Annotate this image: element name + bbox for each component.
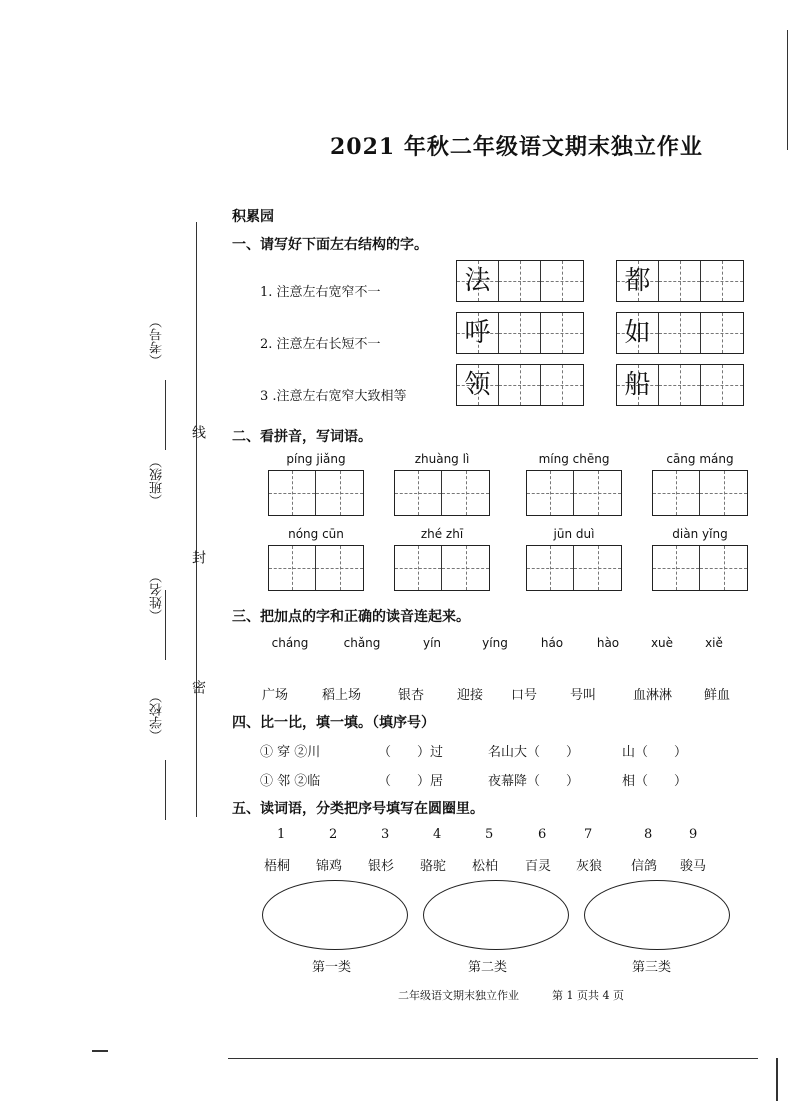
q4-row1-choices: ① 穿 ②川: [260, 745, 321, 760]
q2-pinyin: cāng máng: [666, 452, 734, 466]
q5-word: 灰狼: [576, 859, 603, 874]
q3-heading: 三、把加点的字和正确的读音连起来。: [232, 609, 470, 625]
q4-blank[interactable]: 名山大（ ）: [488, 745, 580, 760]
exam-number-label: （考号）: [150, 315, 165, 367]
q5-word: 骏马: [680, 859, 707, 874]
q5-word: 信鸽: [631, 859, 658, 874]
q3-word[interactable]: 血淋淋: [633, 688, 673, 703]
category-oval-1[interactable]: [262, 880, 408, 950]
q5-word: 梧桐: [264, 859, 291, 874]
q2-pinyin: zhuàng lì: [414, 452, 470, 466]
blank-line-class: [165, 380, 166, 450]
q5-number: 7: [584, 827, 593, 842]
q4-row2-choices: ① 邻 ②临: [260, 774, 321, 789]
q3-word[interactable]: 鲜血: [704, 688, 731, 703]
category-label-3: 第三类: [632, 960, 672, 975]
q2-pinyin: jūn duì: [553, 527, 595, 541]
q1-row1-label: 1. 注意左右宽窄不一: [260, 285, 381, 300]
q3-word[interactable]: 迎接: [457, 688, 484, 703]
seal-mark-feng: 封: [190, 550, 206, 564]
q2-answer-grid[interactable]: [652, 545, 748, 591]
model-char: 船: [624, 370, 651, 400]
q3-word[interactable]: 稻上场: [322, 688, 362, 703]
model-char: 领: [464, 370, 491, 400]
q5-number: 4: [433, 827, 442, 842]
name-label: （姓名）: [150, 570, 165, 622]
q2-answer-grid[interactable]: [526, 545, 622, 591]
q2-pinyin: nóng cūn: [288, 527, 344, 541]
q3-pinyin[interactable]: yíng: [482, 636, 508, 650]
page-edge-line: [776, 1058, 778, 1101]
q5-number: 9: [689, 827, 698, 842]
q3-pinyin[interactable]: xiě: [705, 636, 723, 650]
q5-number: 5: [485, 827, 494, 842]
q5-number: 3: [381, 827, 390, 842]
q1-row2-grid-b[interactable]: [616, 312, 744, 354]
q5-number: 6: [538, 827, 547, 842]
q4-blank[interactable]: （ ）过: [378, 745, 444, 760]
category-label-1: 第一类: [312, 960, 352, 975]
scan-mark: [92, 1050, 108, 1052]
class-label: （班级）: [150, 455, 165, 507]
q1-row3-grid-b[interactable]: [616, 364, 744, 406]
binding-line: [196, 222, 197, 817]
model-char: 呼: [464, 318, 491, 348]
q2-pinyin: píng jiǎng: [286, 452, 346, 466]
q4-blank[interactable]: 夜幕降（ ）: [488, 774, 580, 789]
q4-blank[interactable]: 山（ ）: [622, 745, 688, 760]
q1-row1-grid-b[interactable]: [616, 260, 744, 302]
q5-word: 锦鸡: [316, 859, 343, 874]
q4-blank[interactable]: （ ）居: [378, 774, 444, 789]
q3-word[interactable]: 银杏: [398, 688, 425, 703]
q3-word[interactable]: 口号: [511, 688, 538, 703]
q5-number: 8: [644, 827, 653, 842]
q3-pinyin[interactable]: háo: [540, 636, 564, 650]
school-label: （学校）: [150, 690, 165, 742]
footer-subject: 二年级语文期末独立作业: [398, 989, 519, 1002]
q2-answer-grid[interactable]: [268, 545, 364, 591]
q5-heading: 五、读词语，分类把序号填写在圆圈里。: [232, 801, 484, 817]
page-edge-line: [228, 1058, 758, 1059]
q5-word: 骆驼: [420, 859, 447, 874]
section-heading: 积累园: [232, 209, 274, 225]
seal-mark-xian: 线: [190, 425, 206, 439]
category-oval-2[interactable]: [423, 880, 569, 950]
q4-blank[interactable]: 相（ ）: [622, 774, 688, 789]
q1-row2-grid-a[interactable]: [456, 312, 584, 354]
q5-word: 银杉: [368, 859, 395, 874]
q1-heading: 一、请写好下面左右结构的字。: [232, 237, 428, 253]
q3-pinyin[interactable]: chǎng: [343, 636, 381, 650]
category-oval-3[interactable]: [584, 880, 730, 950]
model-char: 如: [624, 318, 651, 348]
q5-number: 2: [329, 827, 338, 842]
q1-row3-grid-a[interactable]: [456, 364, 584, 406]
page-edge-line: [787, 30, 788, 150]
page-title: 2021 年秋二年级语文期末独立作业: [330, 134, 703, 160]
blank-line-school: [165, 760, 166, 820]
footer-page-number: 第 1 页共 4 页: [552, 989, 624, 1002]
q2-answer-grid[interactable]: [394, 470, 490, 516]
q2-answer-grid[interactable]: [526, 470, 622, 516]
q4-heading: 四、比一比，填一填。（填序号）: [232, 715, 435, 731]
q5-number: 1: [277, 827, 286, 842]
q2-pinyin: míng chēng: [538, 452, 610, 466]
q2-answer-grid[interactable]: [394, 545, 490, 591]
q1-row1-grid-a[interactable]: [456, 260, 584, 302]
category-label-2: 第二类: [468, 960, 508, 975]
q2-pinyin: zhé zhī: [420, 527, 464, 541]
model-char: 都: [624, 266, 651, 296]
q5-word: 百灵: [525, 859, 552, 874]
q5-word: 松柏: [472, 859, 499, 874]
q1-row3-label: 3 .注意左右宽窄大致相等: [260, 389, 407, 404]
q3-word[interactable]: 号叫: [570, 688, 597, 703]
q3-pinyin[interactable]: cháng: [271, 636, 309, 650]
q2-answer-grid[interactable]: [652, 470, 748, 516]
q3-pinyin[interactable]: hào: [596, 636, 620, 650]
q2-answer-grid[interactable]: [268, 470, 364, 516]
model-char: 法: [464, 266, 491, 296]
q1-row2-label: 2. 注意左右长短不一: [260, 337, 381, 352]
q3-pinyin[interactable]: xuè: [650, 636, 674, 650]
q3-pinyin[interactable]: yín: [422, 636, 442, 650]
seal-mark-mi: 密: [190, 680, 206, 694]
q3-word[interactable]: 广场: [262, 688, 289, 703]
q2-pinyin: diàn yǐng: [672, 527, 728, 541]
q2-heading: 二、看拼音，写词语。: [232, 429, 372, 445]
